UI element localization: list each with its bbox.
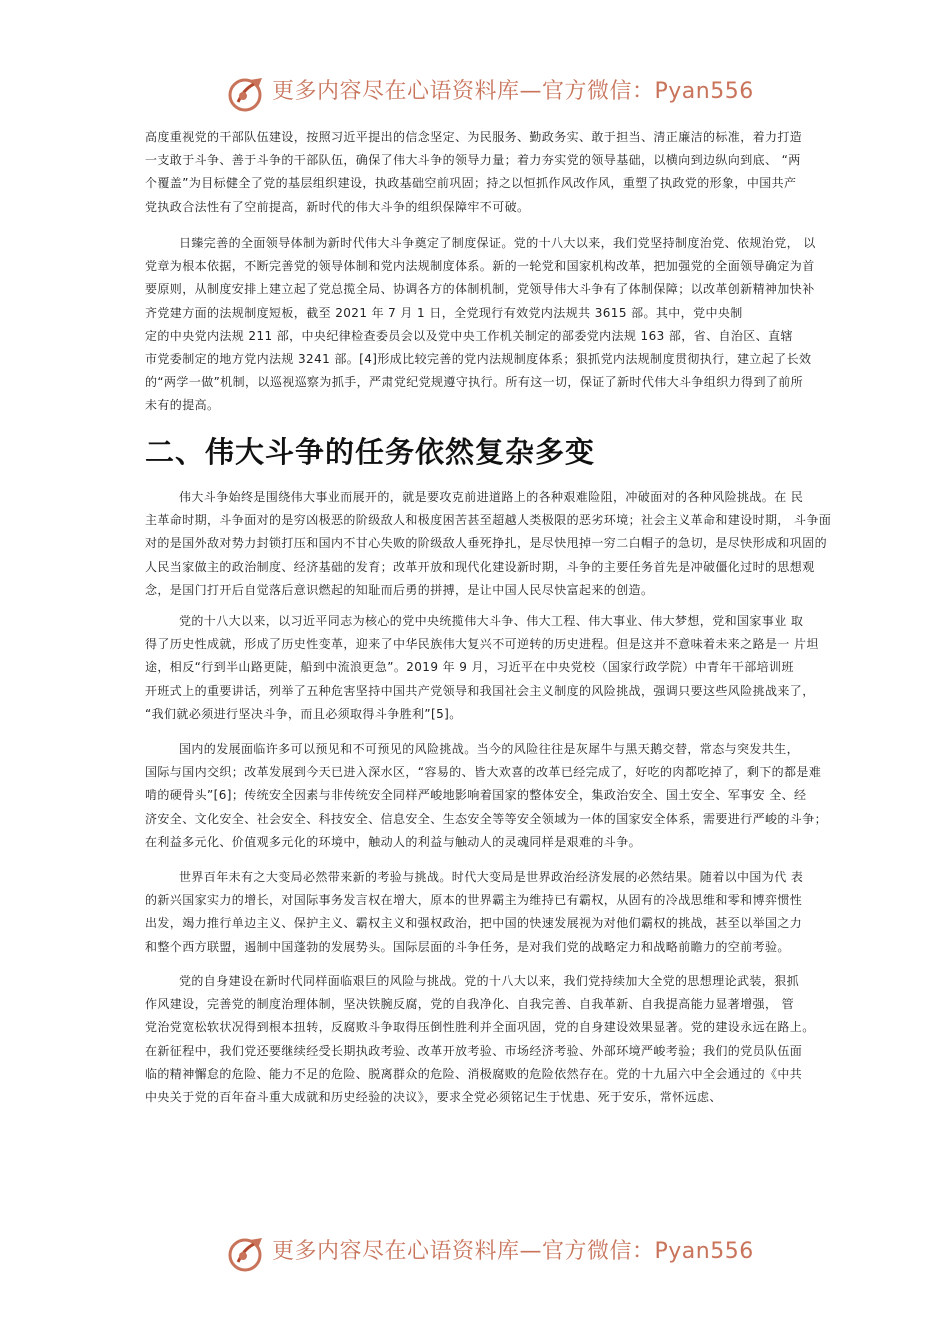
text-line: 在新征程中，我们党还要继续经受长期执政考验、改革开放考验、市场经济考验、外部环境严峻考验；我们的党员队伍面	[145, 1043, 803, 1058]
text-line: 中央关于党的百年奋斗重大成就和历史经验的决议》，要求全党必须铭记生于忧患、死于安乐，常怀远虑、	[145, 1089, 722, 1104]
text-line: 对的是国外敌对势力封锁打压和国内不甘心失败的阶级敌人垂死挣扎，是尽快甩掉一穷二白帽子的急切，是尽快形成和巩固的	[145, 536, 828, 551]
text-line: 定的中央党内法规 211 部，中央纪律检查委员会以及党中央工作机关制定的部委党内法规 163 部，省、自治区、直辖	[145, 328, 793, 343]
text-line: 的“两学一做”机制，以巡视巡察为抓手，严肃党纪党规遵守执行。所有这一切，保证了新时代伟大斗争组织力得到了前所	[145, 375, 804, 390]
text-line: 出发，竭力推行单边主义、保护主义、霸权主义和强权政治，把中国的快速发展视为对他们霸权的挑战，甚至以举国之力	[145, 916, 803, 931]
logo-icon	[228, 1234, 268, 1274]
text-line: 高度重视党的干部队伍建设，按照习近平提出的信念坚定、为民服务、勤政务实、敢于担当、清正廉洁的标准，着力打造	[145, 130, 803, 144]
text-line: 伟大斗争始终是围绕伟大事业而展开的，就是要攻克前进道路上的各种艰难险阻，冲破面对的各种风险挑战。在 民	[179, 490, 804, 504]
paragraph-4	[145, 610, 819, 726]
section-heading: 二、伟大斗争的任务依然复杂多变	[145, 435, 596, 469]
text-line: 国内的发展面临许多可以预见和不可预见的风险挑战。当今的风险往往是灰犀牛与黑天鹅交替，常态与突发共生，	[179, 742, 800, 756]
paragraph-5	[145, 738, 828, 854]
paragraph-3	[145, 486, 832, 602]
paragraph-7	[145, 970, 815, 1109]
text-line: 途，相反“行到半山路更陡，船到中流浪更急”。2019 年 9 月，习近平在中央党校（国家行政学院）中青年干部培训班	[145, 660, 794, 675]
paragraph-1	[145, 126, 815, 219]
text-line: 的新兴国家实力的增长，对国际事务发言权在增大，原本的世界霸主为维持已有霸权，从固有的冷战思维和零和博弈惯性	[145, 893, 803, 908]
text-line: 啃的硬骨头”[6]；传统安全因素与非传统安全同样严峻地影响着国家的整体安全，集政治安全、国土安全、军事安 全、经	[145, 788, 807, 803]
text-line: 要原则，从制度安排上建立起了党总揽全局、协调各方的体制机制，党领导伟大斗争有了体制保障；以改革创新精神加快补	[145, 282, 815, 297]
text-line: 国际与国内交织；改革发展到今天已进入深水区，“容易的、皆大欢喜的改革已经完成了，好吃的肉都吃掉了，剩下的都是难	[145, 765, 822, 780]
text-line: 齐党建方面的法规制度短板，截至 2021 年 7 月 1 日，全党现行有效党内法规共 3615 部。其中，党中央制	[145, 305, 743, 320]
paragraph-2	[145, 232, 815, 418]
text-line: 得了历史性成就，形成了历史性变革，迎来了中华民族伟大复兴不可逆转的历史进程。但是这并不意味着未来之路是一 片坦	[145, 637, 819, 652]
text-line: 党的十八大以来，以习近平同志为核心的党中央统揽伟大斗争、伟大工程、伟大事业、伟大梦想，党和国家事业 取	[179, 614, 804, 628]
text-line: 临的精神懈怠的危险、能力不足的危险、脱离群众的危险、消极腐败的危险依然存在。党的十九届六中全会通过的《中共	[145, 1066, 803, 1081]
text-line: “我们就必须进行坚决斗争，而且必须取得斗争胜利”[5]。	[145, 706, 462, 721]
text-line: 世界百年未有之大变局必然带来新的考验与挑战。时代大变局是世界政治经济发展的必然结果。随着以中国为代 表	[179, 870, 804, 884]
text-line: 主革命时期，斗争面对的是穷凶极恶的阶级敌人和极度困苦甚至超越人类极限的恶劣环境；社会主义革命和建设时期， 斗争面	[145, 513, 832, 528]
footer-banner	[0, 1230, 950, 1274]
text-line: 在利益多元化、价值观多元化的环境中，触动人的利益与触动人的灵魂同样是艰难的斗争。	[145, 834, 642, 849]
text-line: 开班式上的重要讲话，列举了五种危害坚持中国共产党领导和我国社会主义制度的风险挑战，强调只要这些风险挑战来了，	[145, 683, 815, 698]
text-line: 一支敢于斗争、善于斗争的干部队伍，确保了伟大斗争的领导力量；着力夯实党的领导基础，以横向到边纵向到底、 “两	[145, 153, 801, 168]
text-line: 党章为根本依据，不断完善党的领导体制和党内法规制度体系。新的一轮党和国家机构改革，把加强党的全面领导确定为首	[145, 259, 815, 274]
text-line: 作风建设，完善党的制度治理体制，坚决铁腕反腐，党的自我净化、自我完善、自我革新、自我提高能力显著增强， 管	[145, 997, 795, 1012]
text-line: 日臻完善的全面领导体制为新时代伟大斗争奠定了制度保证。党的十八大以来，我们党坚持制度治党、依规治党， 以	[179, 236, 816, 250]
text-line: 未有的提高。	[145, 398, 220, 413]
header-banner	[0, 70, 950, 114]
text-line: 济安全、文化安全、社会安全、科技安全、信息安全、生态安全等等安全领域为一体的国家安全体系，需要进行严峻的斗争；	[145, 811, 828, 826]
text-line: 市党委制定的地方党内法规 3241 部。[4]形成比较完善的党内法规制度体系；狠抓党内法规制度贯彻执行，建立起了长效	[145, 351, 812, 366]
text-line: 念，是国门打开后自觉落后意识燃起的知耻而后勇的拼搏，是让中国人民尽快富起来的创造。	[145, 582, 654, 597]
text-line: 个覆盖”为目标健全了党的基层组织建设，执政基础空前巩固；持之以恒抓作风改作风，重塑了执政党的形象，中国共产	[145, 176, 797, 191]
text-line: 党的自身建设在新时代同样面临艰巨的风险与挑战。党的十八大以来，我们党持续加大全党的思想理论武装，狠抓	[179, 974, 800, 988]
footer-banner-text: 更多内容尽在心语资料库—官方微信：Pyan556	[272, 1239, 754, 1264]
text-line: 人民当家做主的政治制度、经济基础的发育；改革开放和现代化建设新时期，斗争的主要任务首先是冲破僵化过时的思想观	[145, 559, 815, 574]
text-line: 党执政合法性有了空前提高，新时代的伟大斗争的组织保障牢不可破。	[145, 199, 530, 214]
paragraph-6	[145, 866, 815, 959]
text-line: 党治党宽松软状况得到根本扭转，反腐败斗争取得压倒性胜利并全面巩固，党的自身建设效果显著。党的建设永远在路上。	[145, 1020, 815, 1035]
header-banner-text: 更多内容尽在心语资料库—官方微信：Pyan556	[272, 79, 754, 104]
text-line: 和整个西方联盟，遏制中国蓬勃的发展势头。国际层面的斗争任务，是对我们党的战略定力和战略前瞻力的空前考验。	[145, 939, 790, 954]
logo-icon	[228, 74, 268, 114]
